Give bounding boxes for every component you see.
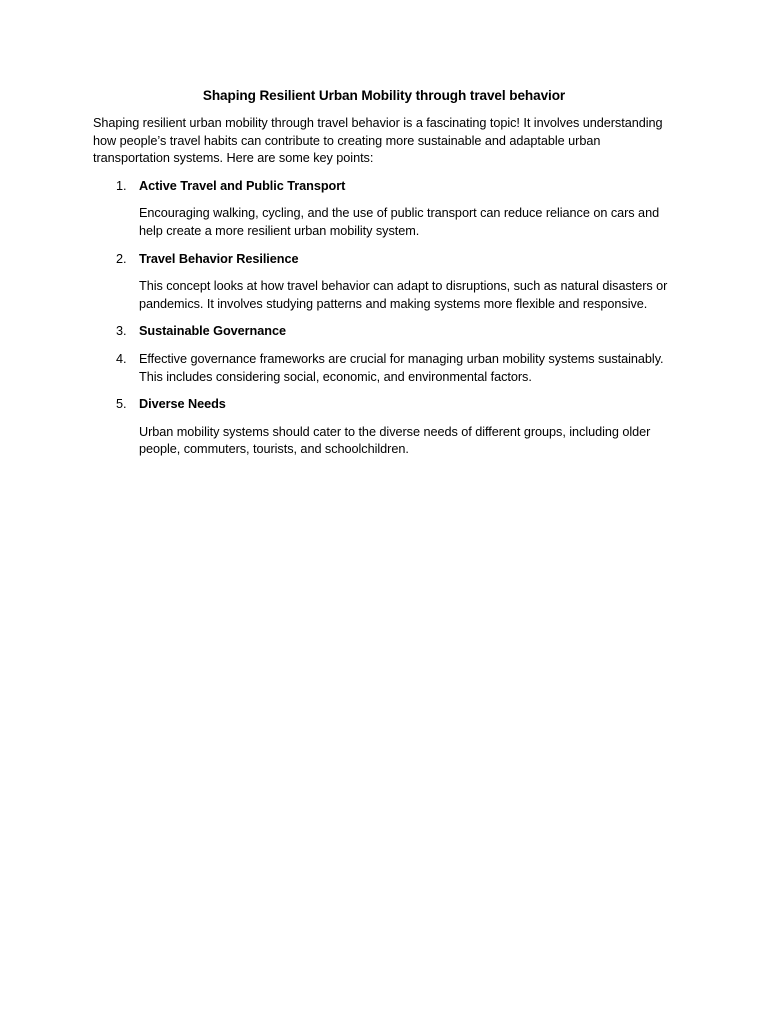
list-item [93,323,675,341]
list-item-number: 4. [116,351,127,366]
document-title: Shaping Resilient Urban Mobility through travel behavior [202,88,566,103]
list-item-body: Encouraging walking, cycling, and the use of public transport can reduce reliance on cars and help create a more resilient urban mobility system. [139,206,660,238]
list-item-heading: Active Travel and Public Transport [139,178,346,193]
list-item-heading: Diverse Needs [139,397,226,412]
list-item-number: 1. [116,178,127,193]
list-item [93,396,675,459]
list-item-number: 2. [116,251,127,266]
list-item-body: This concept looks at how travel behavior can adapt to disruptions, such as natural disasters or pandemics. It involves studying patterns and making systems more flexible and responsive. [139,279,668,311]
list-item [93,351,675,386]
list-item-text: Effective governance frameworks are crucial for managing urban mobility systems sustainably. This includes considering social, economic, and environmental factors. [139,351,664,384]
intro-paragraph: Shaping resilient urban mobility through travel behavior is a fascinating topic! It involves understanding how people’s travel habits can contribute to creating more sustainable and adaptable urban transportation systems. Here are some key points: [93,116,663,166]
list-item [93,251,675,314]
list-item [93,178,675,241]
document-page [93,86,675,459]
list-item-heading: Sustainable Governance [139,324,286,339]
list-item-body: Urban mobility systems should cater to the diverse needs of different groups, including older people, commuters, tourists, and schoolchildren. [139,424,651,457]
key-points-list [93,178,675,459]
list-item-number: 5. [116,397,127,412]
list-item-number: 3. [116,324,127,339]
list-item-heading: Travel Behavior Resilience [139,251,299,266]
